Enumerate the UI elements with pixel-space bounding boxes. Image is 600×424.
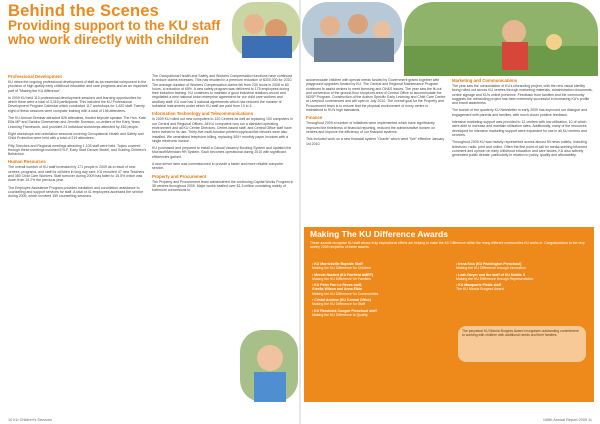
column-4 [452, 78, 594, 223]
photo-staff-group [302, 2, 402, 62]
paragraph: The Employee Assistance Program provides mediation and conciliation assistance to counselling and support services for staff. A total of 41 employees accessed the service during 2009, which involved 159 counselling sessions. [8, 185, 144, 199]
paragraph: Eight workshops and orientation sessions covering Occupational Health and Safety and Child Protection were held with a total of 219 attendees. [8, 131, 144, 141]
marcia-burgess-callout: The perpetual KU Marcia Burgess Award recognises outstanding commitment to working with children with additional needs and their families. [458, 326, 586, 362]
heading-professional-development: Professional Development [8, 74, 62, 79]
award-item: • Mervat Nashed (KU Fairfield AMEP) Making the KU Difference for Families [312, 272, 373, 281]
paragraph: Throughout 2009 a number of initiatives were implemented which have significantly improved the timeliness of financial reporting, reduced the administrative burden on centres and improve the efficiency of our financial systems. [306, 121, 435, 134]
column-1 [8, 74, 148, 400]
paragraph: KU purchased and prepared to install a Casual Vacancy Booking System and updated the Microsoft/Meridian HR System. Each becomes operational during 2010 with significant efficiencies gained. [152, 146, 292, 159]
subtitle-line-1: Providing support to the KU staff [8, 18, 221, 33]
paragraph: The KU Annual Seminar attracted 526 attendees, hosted keynote speaker The Hon. Kate Ellis MP and Sandra Cheeseman and Jennifer Sumsion, co-writers of the Early Years Learning Framework, and provided 24 individual workshops attended by 453 people. [8, 116, 146, 129]
paragraph: Fifty Directors and Regional meetings attracting 1,103 staff were held. Topics covered through these meetings included EYLF, Early Start Denver Model, and Guiding Children's Behaviour. [8, 143, 147, 157]
footer-left: 10 KU Children's Services [8, 418, 52, 422]
awards-intro: These awards recognise KU staff whose truly inspirational efforts are helping to make the KU Difference within the many different communities KU works in. Congratulations to the very worthy 2009 recipients of these awards. [310, 241, 585, 250]
photo-toddler [240, 330, 298, 402]
paragraph: KU views the ongoing professional development of staff as an essential component in the provision of high quality early childhood education and care programs and as an important part of "Making the KU difference". [8, 80, 148, 93]
award-item: • KU Randwick Coogee Preschool staff Making the KU Difference to Quality [312, 308, 377, 317]
award-item: • Leah Dwyer and the staff of KU Mobile 3 Making the KU Difference through Representation [456, 272, 534, 281]
award-item: • KU Peter Pan Le Reves staff, Gisella Wilson and Anna Elkin Making the KU Difference for Communities [312, 283, 379, 296]
award-item: • KU Macquarie Fields staff The KU Marcia Burgess Award [456, 283, 504, 292]
paragraph: In 2009 KU rolled out new computers to 120 Centres as well as replacing 100 computers in our Central and Regional Offices. All KU computers now run a standard operating environment and all KU Centre Directors, Centre-based staff, and Central Office staff have been trained in its use. Thirty-five multi-function printer/copy/scan/fax devices were also installed. We centralised telephone billing, replacing 300+ monthly paper invoices with a single electronic invoice. [152, 117, 293, 143]
subtitle-line-2: who work directly with children [8, 32, 210, 47]
footer-right: 106th Annual Report 2009 11 [542, 418, 592, 422]
heading-property-procurement: Property and Procurement [152, 173, 207, 179]
paragraph: In 2009 KU held 110 professional development sessions and learning opportunities for which there were a total of 3,315 participants. This included the KU Professional Development Program Calendar which conducted 117 workshops for 1,620 staff. Twenty eight of these sessions were computer training with a total of 196 attendees. [8, 95, 145, 113]
award-item: • Irena Kiss (KU Paddington Preschool) Making the KU Difference through Innovation [456, 262, 526, 271]
column-3 [306, 78, 446, 223]
page-subtitle [8, 19, 220, 47]
paragraph: Throughout 2009 KU was heavily represented across almost 50 news outlets, including television, radio, print and online. Often the first point of call for media seeking informed comment and opinion on early childhood education and care issues, KU also actively generated public debate, particularly in relation to policy, quality and affordability. [452, 140, 588, 158]
page-title: Behind the Scenes [8, 2, 160, 20]
heading-information-technology: Information Technology and Telecommunications [152, 111, 254, 117]
awards-title: Making The KU Difference Awards [310, 229, 448, 239]
paragraph: A new server farm was commissioned to provide a faster and more reliable computer service. [152, 162, 284, 171]
heading-finance: Finance [306, 115, 323, 121]
paragraph: The overall number of KU staff increased by 171 people in 2009 as a result of new centres, programs, and staff for children in long day care. KU recruited 47 new Teachers and 380 Child Care Workers. Staff turnover during 2009 has fallen to 15.5% which was down from 19.2% the previous year. [8, 165, 145, 183]
paragraph: The Property and Procurement team administered the continuing Capital Works Program in 38 centres throughout 2009. Major works totalled over $1.3 million consisting mainly of bathroom conversions to [152, 179, 294, 193]
photo-child-playing [404, 2, 598, 76]
photo-children-pill [232, 2, 300, 58]
paragraph: The year saw the consolidation of KU's rebranding project, with the new visual identity being rolled out across KU centres through marketing materials, administration documents, centre signage and KU's online presence. Feedback from families and the community suggests the rebranding project has been extremely successful in increasing KU's profile and brand awareness. [452, 84, 593, 106]
award-item: • KU Marrickville Bayside Staff Making the KU Difference for Children [312, 262, 371, 271]
paragraph: The Occupational Health and Safety and Workers Compensation functions have continued to reduce claims excesses. This has resulted in a premium reduction of $300,000 for 2010. The average duration of Workers Compensation claims fell from 230 hours in 2008 to 80 hours, a reduction of 65%. A new safety program was delivered to 175 employees during their induction training. KU continues to maintain a good industrial relations record and negotiated a new national union enterprise agreement for our child care workers and ancillary staff. KU now has 3 national agreements which has reduced the number of industrial instruments under which KU staff are paid from 13 to 4. [152, 74, 293, 109]
awards-list-left [312, 262, 452, 319]
awards-list-right [456, 262, 596, 294]
paragraph: The launch of the quarterly KU Newsletter in early 2009 has improved our dialogue and engagement with parents and families, with much closer positive feedback. [452, 108, 588, 117]
heading-human-resources: Human Resources [8, 159, 46, 165]
paragraph: This included work on a new financial system "Oracle" which went "live" effective January 1st 2010. [306, 137, 445, 146]
paragraph: Intensive marketing support was provided to 12 centres with low utilisation, 10 of which were able to increase and maintain utilisation rates. Additionally, many of the resources developed for intensive marketing support were expanded for use in all KU centres and services. [452, 120, 587, 137]
paragraph: accommodate children with special needs funded by Government grants together with playground upgrades funded by KU. The Central and Regional Maintenance Program continues to assist centres to meet licensing and OH&S issues. The year saw the fit-out and conversion of the ground floor shopfront area of Central Office to accommodate the NDSP Program. Construction of the Autism Specific Early Learning and Child Care Centre at Liverpool commenced and will open in July 2010. The overall goal for the Property and Procurement team is to ensure that the physical environment of every centre is maintained to KU's high standards. [306, 78, 446, 113]
award-item: • Cristal Andrew (KU Central Office) Making the KU Difference for Staff [312, 298, 372, 307]
page-gutter [299, 0, 301, 424]
heading-marketing-communications: Marketing and Communications [452, 78, 518, 83]
